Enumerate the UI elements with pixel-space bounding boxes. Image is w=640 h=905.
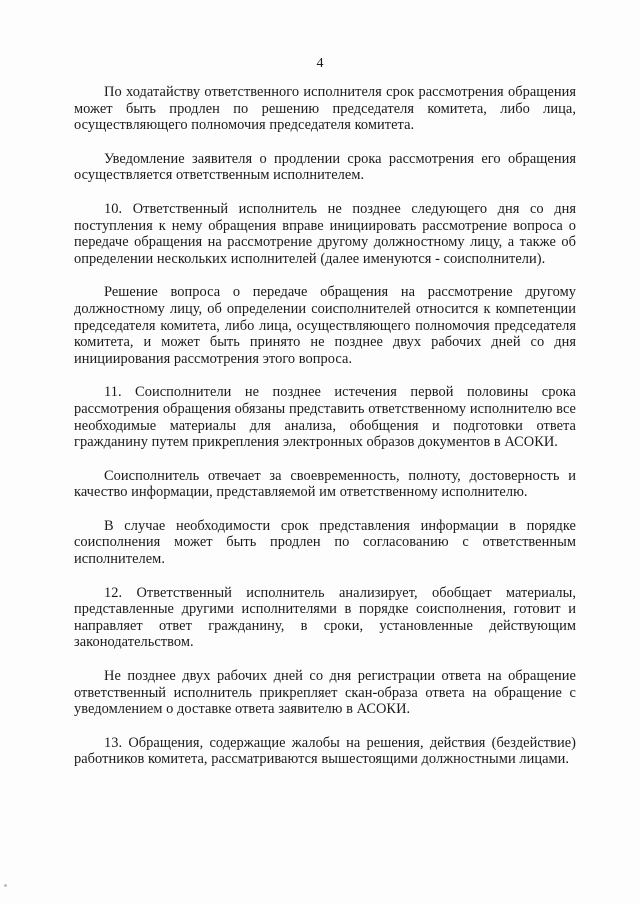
paragraph-applicant-notification: Уведомление заявителя о продлении срока рассмотрения его обращения осуществляется ответственным исполнителем. [74,150,576,184]
paragraph-item-11: 11. Соисполнители не позднее истечения первой половины срока рассмотрения обращения обязаны представить ответственному исполнителю все необходимые материалы для анализа, обобщения и подготовки ответа гражданину путем прикрепления электронных образов документов в АСОКИ. [74,384,576,451]
paragraph-item-10: 10. Ответственный исполнитель не позднее следующего дня со дня поступления к нему обращения вправе инициировать рассмотрение вопроса о передаче обращения на рассмотрение другому должностному лицу, а также об определении нескольких исполнителей (далее именуются - соисполнители). [74,200,576,267]
paragraph-co-executor-responsibility: Соисполнитель отвечает за своевременность, полноту, достоверность и качество информации, представляемой им ответственному исполнителю. [74,467,576,501]
page-number: 4 [316,56,324,71]
scan-artifact [4,884,7,887]
document-body [74,84,576,785]
paragraph-item-12: 12. Ответственный исполнитель анализирует, обобщает материалы, представленные другими исполнителями в порядке соисполнения, готовит и направляет ответ гражданину, в сроки, установленные действующим законодательством. [74,584,576,651]
paragraph-answer-registration: Не позднее двух рабочих дней со дня регистрации ответа на обращение ответственный исполнитель прикрепляет скан-образа ответа на обращение с уведомлением о доставке ответа заявителю в АСОКИ. [74,668,576,718]
paragraph-item-13: 13. Обращения, содержащие жалобы на решения, действия (бездействие) работников комитета, рассматриваются вышестоящими должностными лицами. [74,734,576,768]
paragraph-transfer-decision: Решение вопроса о передаче обращения на рассмотрение другому должностному лицу, об определении соисполнителей относится к компетенции председателя комитета, либо лица, осуществляющего полномочия председателя комитета, и может быть принято не позднее двух рабочих дней со дня инициирования рассмотрения этого вопроса. [74,284,576,367]
paragraph-deadline-extension: В случае необходимости срок представления информации в порядке соисполнения может быть продлен по согласованию с ответственным исполнителем. [74,517,576,568]
paragraph-extension-request: По ходатайству ответственного исполнителя срок рассмотрения обращения может быть продлен по решению председателя комитета, либо лица, осуществляющего полномочия председателя комитета. [74,84,576,134]
